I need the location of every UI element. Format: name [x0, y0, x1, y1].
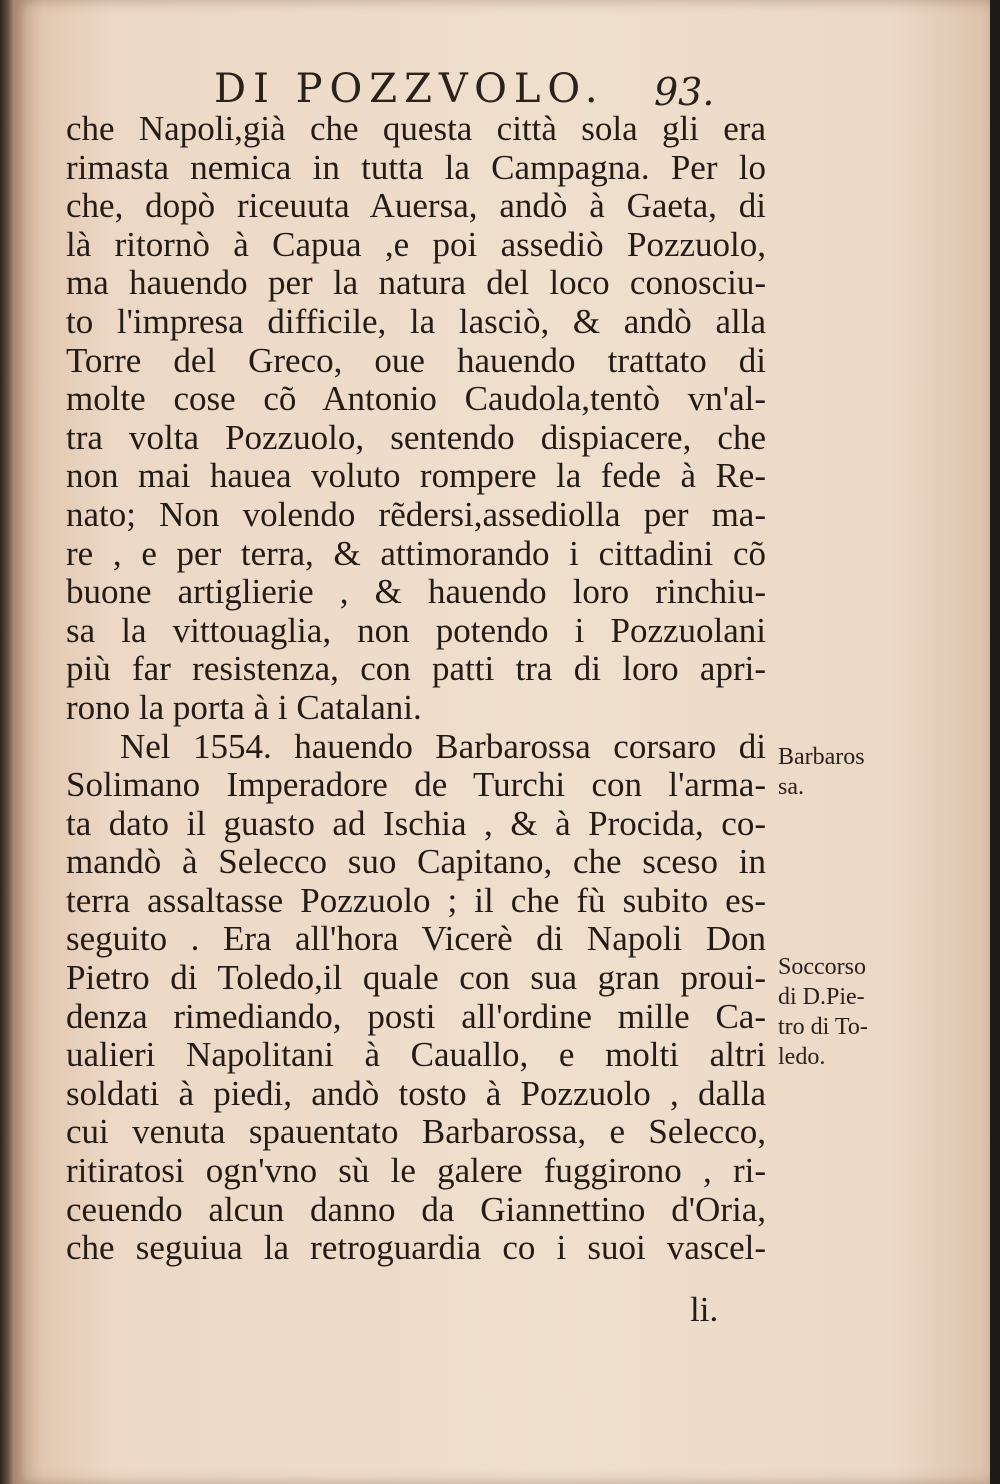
text-line: Torre del Greco, oue hauendo trattato di	[66, 340, 766, 380]
text-line: seguito . Era all'hora Vicerè di Napoli Don	[66, 919, 766, 959]
margin-note-line: tro di To-	[778, 1014, 868, 1040]
catchword: li.	[690, 1290, 719, 1329]
text-line: che Napoli,già che questa città sola gli era	[66, 109, 766, 148]
text-line: buone artiglierie , & hauendo loro rinchiu-	[66, 572, 766, 612]
text-line: rono la porta à i Catalani.	[66, 687, 422, 727]
text-line: terra assaltasse Pozzuolo ; il che fù subito es-	[66, 880, 766, 920]
text-line: che seguiua la retroguardia co i suoi vascel-	[66, 1228, 766, 1268]
text-line: sa la vittouaglia, non potendo i Pozzuolani	[66, 610, 766, 650]
text-line: nato; Non volendo rẽdersi,assediolla per ma-	[66, 494, 766, 534]
body-text	[66, 110, 766, 1268]
text-line: che, dopò riceuuta Auersa, andò à Gaeta, di	[66, 186, 766, 226]
text-line: Nel 1554. hauendo Barbarossa corsaro di	[120, 726, 766, 766]
margin-note-line: Soccorso	[778, 954, 866, 980]
text-line: re , e per terra, & attimorando i cittadini cõ	[66, 533, 766, 573]
book-page	[14, 0, 990, 1484]
margin-note-line: Barbaros	[778, 744, 865, 770]
book-gutter	[0, 0, 14, 1484]
margin-note-soccorso	[778, 952, 868, 1072]
text-line: mandò à Selecco suo Capitano, che sceso in	[66, 842, 766, 882]
text-line: ualieri Napolitani à Cauallo, e molti altri	[66, 1035, 766, 1075]
text-line: ta dato il guasto ad Ischia , & à Procida, co-	[66, 803, 766, 843]
margin-note-line: di D.Pie-	[778, 984, 865, 1010]
text-line: soldati à piedi, andò tosto à Pozzuolo , dalla	[66, 1073, 766, 1113]
text-line: là ritornò à Capua ,e poi assediò Pozzuolo,	[66, 224, 766, 264]
margin-note-line: ledo.	[778, 1044, 826, 1070]
page-number: 93.	[654, 70, 715, 114]
text-line: ritiratosi ogn'vno sù le galere fuggirono , ri-	[66, 1151, 766, 1191]
margin-note-barbarossa	[778, 742, 865, 802]
text-line: to l'impresa difficile, la lasciò, & andò alla	[66, 301, 766, 341]
text-line: tra volta Pozzuolo, sentendo dispiacere, che	[66, 417, 766, 457]
text-line: Solimano Imperadore de Turchi con l'arma-	[66, 765, 766, 805]
margin-note-line: sa.	[778, 774, 804, 800]
text-line: più far resistenza, con patti tra di loro apri-	[66, 649, 766, 689]
text-line: ceuendo alcun danno da Giannettino d'Oria,	[66, 1189, 766, 1229]
text-line: rimasta nemica in tutta la Campagna. Per lo	[66, 147, 766, 187]
text-line: Pietro di Toledo,il quale con sua gran proui-	[66, 958, 766, 998]
text-line: molte cose cõ Antonio Caudola,tentò vn'al-	[66, 379, 766, 419]
text-line: denza rimediando, posti all'ordine mille Ca-	[66, 996, 766, 1036]
text-line: ma hauendo per la natura del loco conosciu-	[66, 263, 766, 303]
text-line: cui venuta spauentato Barbarossa, e Selecco,	[66, 1112, 766, 1152]
running-title: DI POZZVOLO.	[214, 66, 605, 112]
text-line: non mai hauea voluto rompere la fede à Re-	[66, 456, 766, 496]
